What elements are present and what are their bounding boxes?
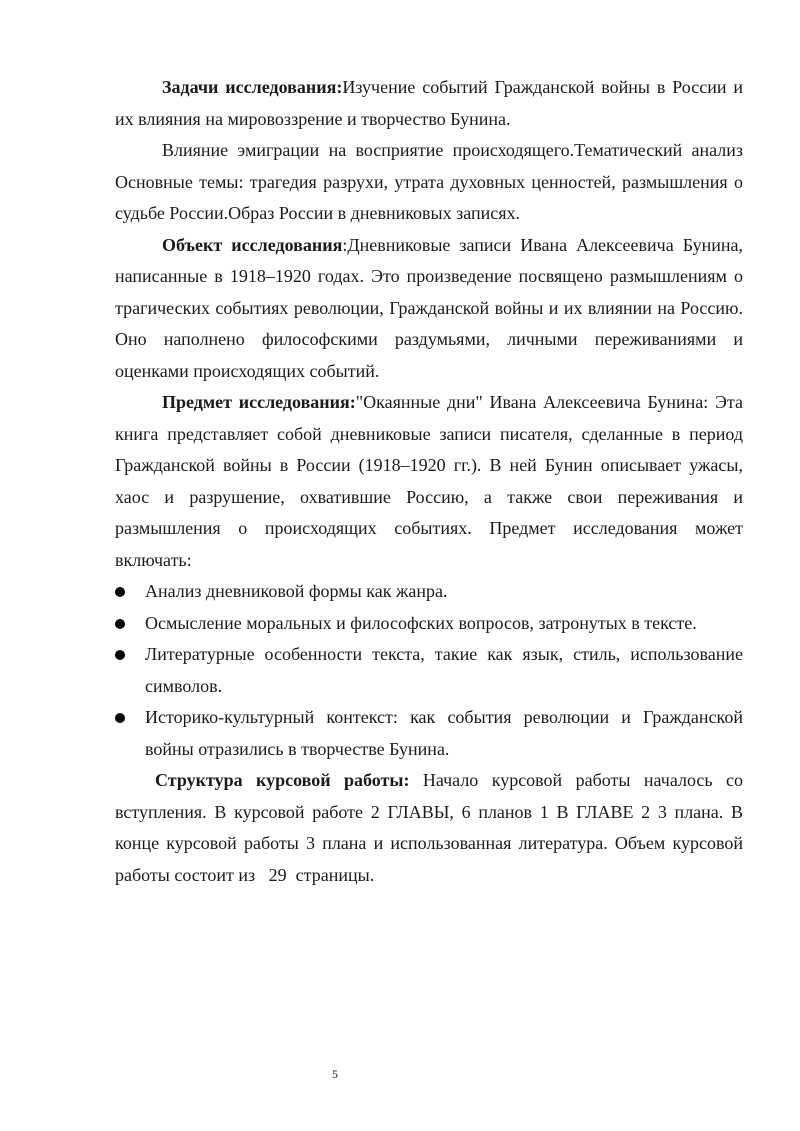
object-label: Объект исследования — [162, 234, 343, 255]
list-item-text: Историко-культурный контекст: как события революции и Гражданской войны отразились в творчестве Бунина. — [145, 707, 743, 759]
bullet-icon — [115, 713, 125, 723]
list-item-text: Анализ дневниковой формы как жанра. — [145, 581, 448, 601]
page-number: 5 — [332, 1067, 338, 1081]
tasks-paragraph — [115, 72, 743, 135]
object-text: :Дневниковые записи Ивана Алексеевича Бунина, написанные в 1918–1920 годах. Это произведение посвящено размышлениям о трагических событиях революции, Гражданской войны и их влиянии на Россию. Оно наполнено философскими раздумьями, личными переживаниями и оценками происходящих событий. — [115, 234, 743, 381]
bullet-icon — [115, 619, 125, 629]
tasks-text: Изучение событий Гражданской войны в России и их влияния на мировоззрение и творчество Бунина. — [115, 77, 743, 129]
emigration-paragraph: Влияние эмиграции на восприятие происходящего.Тематический анализ Основные темы: трагедия разрухи, утрата духовных ценностей, размышления о судьбе России.Образ России в дневниковых записях. — [115, 140, 743, 223]
list-item — [115, 608, 743, 640]
bullet-icon — [115, 650, 125, 660]
list-item — [115, 576, 743, 608]
structure-label: Структура курсовой работы: — [155, 770, 410, 790]
list-item-text: Литературные особенности текста, такие как язык, стиль, использование символов. — [145, 644, 743, 696]
list-item-text: Осмысление моральных и философских вопросов, затронутых в тексте. — [145, 612, 697, 633]
subject-text: "Окаянные дни" Ивана Алексеевича Бунина: Эта книга представляет собой дневниковые записи писателя, сделанные в период Гражданской войны в России (1918–1920 гг.). В ней Бунин описывает ужасы, хаос и разрушение, охватившие Россию, а также свои переживания и размышления о происходящих событиях. Предмет исследования может включать: — [115, 392, 744, 570]
subject-paragraph — [115, 387, 743, 576]
list-item — [115, 639, 743, 702]
structure-text: Начало курсовой работы началось со вступления. В курсовой работе 2 ГЛАВЫ, 6 планов 1 В ГЛАВЕ 2 3 плана. В конце курсовой работы 3 плана и использованная литература. Объем курсовой работы состоит из 29 страницы. — [115, 770, 748, 885]
structure-paragraph — [115, 765, 748, 891]
bullet-icon — [115, 587, 125, 597]
subject-list — [115, 576, 743, 765]
tasks-label: Задачи исследования: — [162, 77, 343, 97]
body-text — [115, 72, 748, 891]
subject-label: Предмет исследования: — [162, 392, 356, 412]
list-item — [115, 702, 743, 765]
object-paragraph — [115, 230, 743, 388]
